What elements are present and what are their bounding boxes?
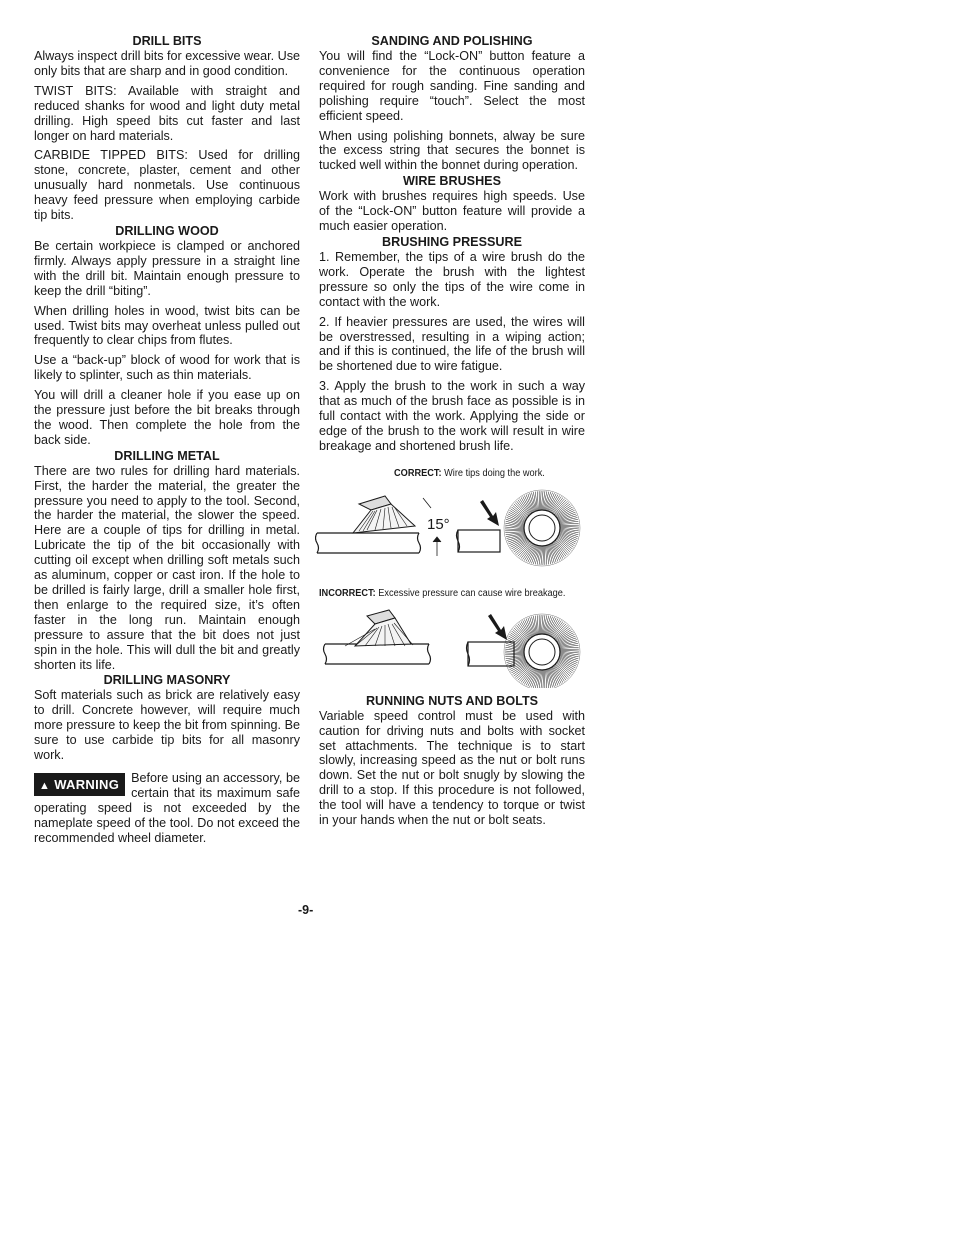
drilling-wood-p4: You will drill a cleaner hole if you ease up on the pressure just before the bit breaks through the wood. Then complete the hole from the back side. xyxy=(34,388,300,447)
heading-sanding-polishing: SANDING AND POLISHING xyxy=(371,34,533,48)
figure-correct-text: Wire tips doing the work. xyxy=(441,467,545,479)
warning-block xyxy=(34,771,300,846)
section-sanding-polishing xyxy=(319,34,585,173)
wheel-brush-incorrect xyxy=(504,614,580,688)
sanding-p1: You will find the “Lock-ON” button feature a convenience for the continuous operation required for rough sanding. Fine sanding and polishing require “touch”. Select the most efficient speed. xyxy=(319,49,585,123)
warning-badge xyxy=(34,773,125,796)
section-brushing-pressure xyxy=(319,235,585,454)
carbide-bits-paragraph: CARBIDE TIPPED BITS: Used for drilling stone, concrete, plaster, cement and other unusually hard nonmetals. Use continuous heavy feed pressure when employing carbide tip bits. xyxy=(34,148,300,223)
drilling-wood-p2: When drilling holes in wood, twist bits can be used. Twist bits may overheat unless pulled out frequently to clear chips from flutes. xyxy=(34,303,300,348)
figure-incorrect-text: Excessive pressure can cause wire breakage. xyxy=(375,587,566,599)
nuts-bolts-p1: Variable speed control must be used with caution for driving nuts and bolts with socket set attachments. The technique is to start slowly, increasing speed as the nut or bolt runs down. Set the nut or bolt snugly by slowing the drill to a stop. If this procedure is not followed, the tool will have a tendency to torque or twist in your hands when the nut or bolt seats. xyxy=(319,708,585,828)
wheel-brush-correct xyxy=(504,490,580,566)
heading-wire-brushes: WIRE BRUSHES xyxy=(403,174,501,189)
sanding-p2: When using polishing bonnets, alway be sure the excess string that secures the bonnet is tucked well within the bonnet during operation. xyxy=(319,128,585,173)
brushing-pressure-p3: 3. Apply the brush to the work in such a way that as much of the brush face as possible is in full contact with the work. Applying the side or edge of the brush to the work will result in wire breakage and shortened brush life. xyxy=(319,379,585,453)
drilling-wood-p3: Use a “back-up” block of wood for work that is likely to splinter, such as thin materials. xyxy=(34,353,300,383)
section-drill-bits xyxy=(34,34,300,223)
cup-brush-correct xyxy=(353,496,415,533)
figure-incorrect xyxy=(315,606,587,688)
section-nuts-bolts xyxy=(319,694,585,828)
twist-bits-paragraph: TWIST BITS: Available with straight and reduced shanks for wood and light duty metal drilling. High speed bits cut faster and last longer on hard materials. xyxy=(34,83,300,143)
warning-text: Before using an accessory, be certain that its maximum safe operating speed is not exceeded by the nameplate speed of the tool. Do not exceed the recommended wheel diameter. xyxy=(34,770,300,845)
section-drilling-masonry xyxy=(34,673,300,763)
page-number: -9- xyxy=(298,903,314,917)
heading-brushing-pressure: BRUSHING PRESSURE xyxy=(382,234,522,249)
heading-drill-bits: DRILL BITS xyxy=(132,34,202,48)
drilling-masonry-p1: Soft materials such as brick are relatively easy to drill. Concrete however, will require much more pressure to keep the bit from spinning. Be sure to use carbide tip bits for all masonry work. xyxy=(34,688,300,763)
figure-correct-label: CORRECT: xyxy=(394,467,442,479)
wire-brushes-p1: Work with brushes requires high speeds. Use of the “Lock-ON” button feature will provide a much easier operation. xyxy=(319,189,585,234)
workpiece-correct xyxy=(457,530,501,552)
brushing-pressure-p1: 1. Remember, the tips of a wire brush do the work. Operate the brush with the lightest pressure so only the tips of the wire come in contact with the work. xyxy=(319,249,585,309)
section-wire-brushes xyxy=(319,174,585,234)
drilling-metal-p1: There are two rules for drilling hard materials. First, the harder the material, the greater the pressure you need to apply to the tool. Second, the harder the material, the slower the speed. Here are a couple of tips for drilling in metal. Lubricate the tip of the bit occasionally with cutting oil except when drilling soft metals such as aluminum, copper or cast iron. If the hole to be drilled is fairly large, drill a smaller hole first, then enlarge to the required size, it’s often faster in the long run. Maintain enough pressure to assure that the bit does not just spin in the hole. This will dull the bit and greatly shorten its life. xyxy=(34,463,300,672)
section-drilling-metal xyxy=(34,449,300,673)
cup-brush-incorrect xyxy=(345,610,413,646)
figure-incorrect-caption xyxy=(319,588,564,600)
heading-drilling-masonry: DRILLING MASONRY xyxy=(103,673,231,688)
heading-drilling-metal: DRILLING METAL xyxy=(114,448,220,463)
figure-incorrect-label: INCORRECT: xyxy=(319,587,376,599)
work-surface-correct xyxy=(316,533,421,553)
warning-label: WARNING xyxy=(54,776,120,792)
figure-correct-caption xyxy=(371,468,568,480)
warning-triangle-icon: ▲ xyxy=(39,779,51,792)
work-surface-incorrect xyxy=(324,644,431,664)
right-column xyxy=(319,34,585,833)
heading-nuts-bolts: RUNNING NUTS AND BOLTS xyxy=(365,693,539,708)
brushing-pressure-p2: 2. If heavier pressures are used, the wires will be overstressed, resulting in a wiping action; and if this is continued, the life of the brush will be shortened due to wire fatigue. xyxy=(319,314,585,374)
angle-label: 15° xyxy=(427,515,450,533)
pressure-arrow-incorrect-icon xyxy=(488,614,507,640)
left-column xyxy=(34,34,300,846)
drilling-wood-p1: Be certain workpiece is clamped or anchored firmly. Always apply pressure in a straight line with the drill bit. Maintain enough pressure to keep the drill “biting”. xyxy=(34,238,300,298)
heading-drilling-wood: DRILLING WOOD xyxy=(115,223,219,238)
section-drilling-wood xyxy=(34,224,300,448)
pressure-arrow-icon xyxy=(480,500,499,526)
figure-correct xyxy=(315,486,587,568)
drill-bits-intro: Always inspect drill bits for excessive wear. Use only bits that are sharp and in good condition. xyxy=(34,49,300,78)
